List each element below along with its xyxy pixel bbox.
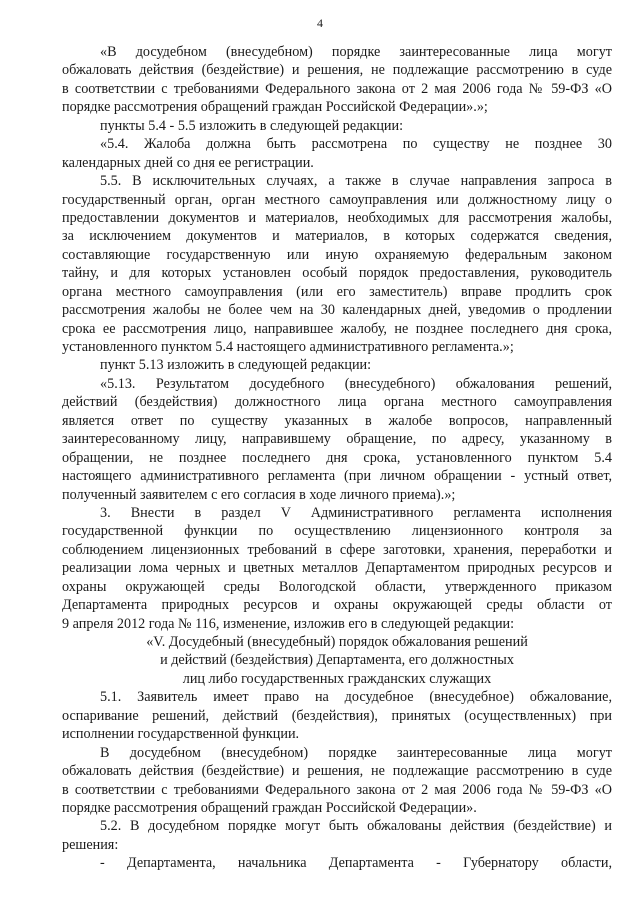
text-line: «5.4. Жалоба должна быть рассмотрена по существу не позднее 30	[100, 136, 612, 153]
text-line: соблюдением лицензионных требований в сфере заготовки, хранения, переработки и	[62, 541, 612, 558]
text-line: исполнении государственной функции.	[62, 726, 300, 743]
document-body	[62, 43, 612, 873]
text-line: календарных дней со дня ее регистрации.	[62, 154, 314, 171]
text-line: заинтересованному лицу, направившему обращение, по адресу, указанному в	[62, 431, 612, 448]
text-line: государственной функции по осуществлению лицензионного контроля за	[62, 523, 612, 540]
text-line: и действий (бездействия) Департамента, его должностных	[160, 652, 514, 669]
text-line: оспаривание решений, действий (бездействия), принятых (осуществленных) при	[62, 707, 612, 724]
text-line: реализации лома черных и цветных металлов Департаментом природных ресурсов и	[62, 560, 612, 577]
text-line: пункты 5.4 - 5.5 изложить в следующей редакции:	[100, 117, 404, 134]
text-line: в соответствии с требованиями Федерального закона от 2 мая 2006 года № 59-ФЗ «О	[62, 80, 612, 97]
text-line: лиц либо государственных гражданских служащих	[182, 670, 492, 687]
text-line: за исключением документов и материалов, в которых содержатся сведения,	[62, 228, 612, 245]
text-line: государственный орган, орган местного самоуправления или должностному лицу о	[62, 191, 612, 208]
text-line: тайну, и для которых установлен особый порядок предоставления, руководитель	[62, 265, 612, 282]
text-line: является ответ по существу указанных в жалобе вопросов, направленный	[62, 412, 612, 429]
text-line: установленного пунктом 5.4 настоящего административного регламента.»;	[62, 339, 514, 355]
text-line: составляющие государственную или иную охраняемую федеральным законом	[62, 246, 612, 263]
text-line: 3. Внести в раздел V Административного регламента исполнения	[100, 504, 612, 521]
text-line: обжаловать действия (бездействие) и решения, не подлежащие рассмотрению в суде	[62, 62, 612, 79]
text-line: охраны окружающей среды Вологодской области, утвержденного приказом	[62, 578, 612, 595]
text-line: «V. Досудебный (внесудебный) порядок обжалования решений	[146, 634, 528, 650]
text-line: «В досудебном (внесудебном) порядке заинтересованные лица могут	[100, 44, 612, 60]
text-line: действий (бездействия) должностного лица органа местного самоуправления	[62, 394, 612, 411]
text-line: порядке рассмотрения обращений граждан Российской Федерации».»;	[62, 99, 488, 116]
text-line: обжаловать действия (бездействие) и решения, не подлежащие рассмотрению в суде	[62, 763, 612, 780]
text-line: В досудебном (внесудебном) порядке заинтересованные лица могут	[100, 744, 612, 761]
text-line: настоящего административного регламента (при личном обращении - устный ответ,	[62, 468, 612, 485]
text-line: органа местного самоуправления (или его заместитель) вправе продлить срок	[62, 283, 612, 300]
text-line: предоставлении документов и материалов, необходимых для рассмотрения жалобы,	[62, 209, 612, 226]
text-line: в соответствии с требованиями Федерального закона от 2 мая 2006 года № 59-ФЗ «О	[62, 781, 612, 798]
text-line: Департамента природных ресурсов и охраны окружающей среды области от	[62, 597, 612, 614]
text-line: порядке рассмотрения обращений граждан Российской Федерации».	[62, 799, 477, 816]
text-line: срока ее рассмотрения лицо, направившее жалобу, не позднее последнего дня срока,	[62, 320, 612, 337]
text-line: решения:	[62, 836, 119, 853]
text-line: 9 апреля 2012 года № 116, изменение, изложив его в следующей редакции:	[62, 615, 515, 632]
text-line: полученный заявителем с его согласия в ходе личного приема).»;	[62, 486, 456, 503]
text-line: пункт 5.13 изложить в следующей редакции:	[100, 357, 372, 374]
text-line: «5.13. Результатом досудебного (внесудебного) обжалования решений,	[100, 375, 612, 392]
text-line: 5.2. В досудебном порядке могут быть обжалованы действия (бездействие) и	[100, 818, 612, 835]
text-line: обращении, не позднее последнего дня срока, установленного пунктом 5.4	[62, 449, 612, 466]
text-line: 5.1. Заявитель имеет право на досудебное (внесудебное) обжалование,	[100, 689, 612, 706]
page-number: 4	[317, 16, 323, 30]
text-line: рассмотрения жалобы не более чем на 30 календарных дней, уведомив о продлении	[62, 302, 612, 319]
text-line: 5.5. В исключительных случаях, а также в случае направления запроса в	[100, 173, 612, 190]
text-line: - Департамента, начальника Департамента - Губернатору области,	[100, 855, 612, 872]
